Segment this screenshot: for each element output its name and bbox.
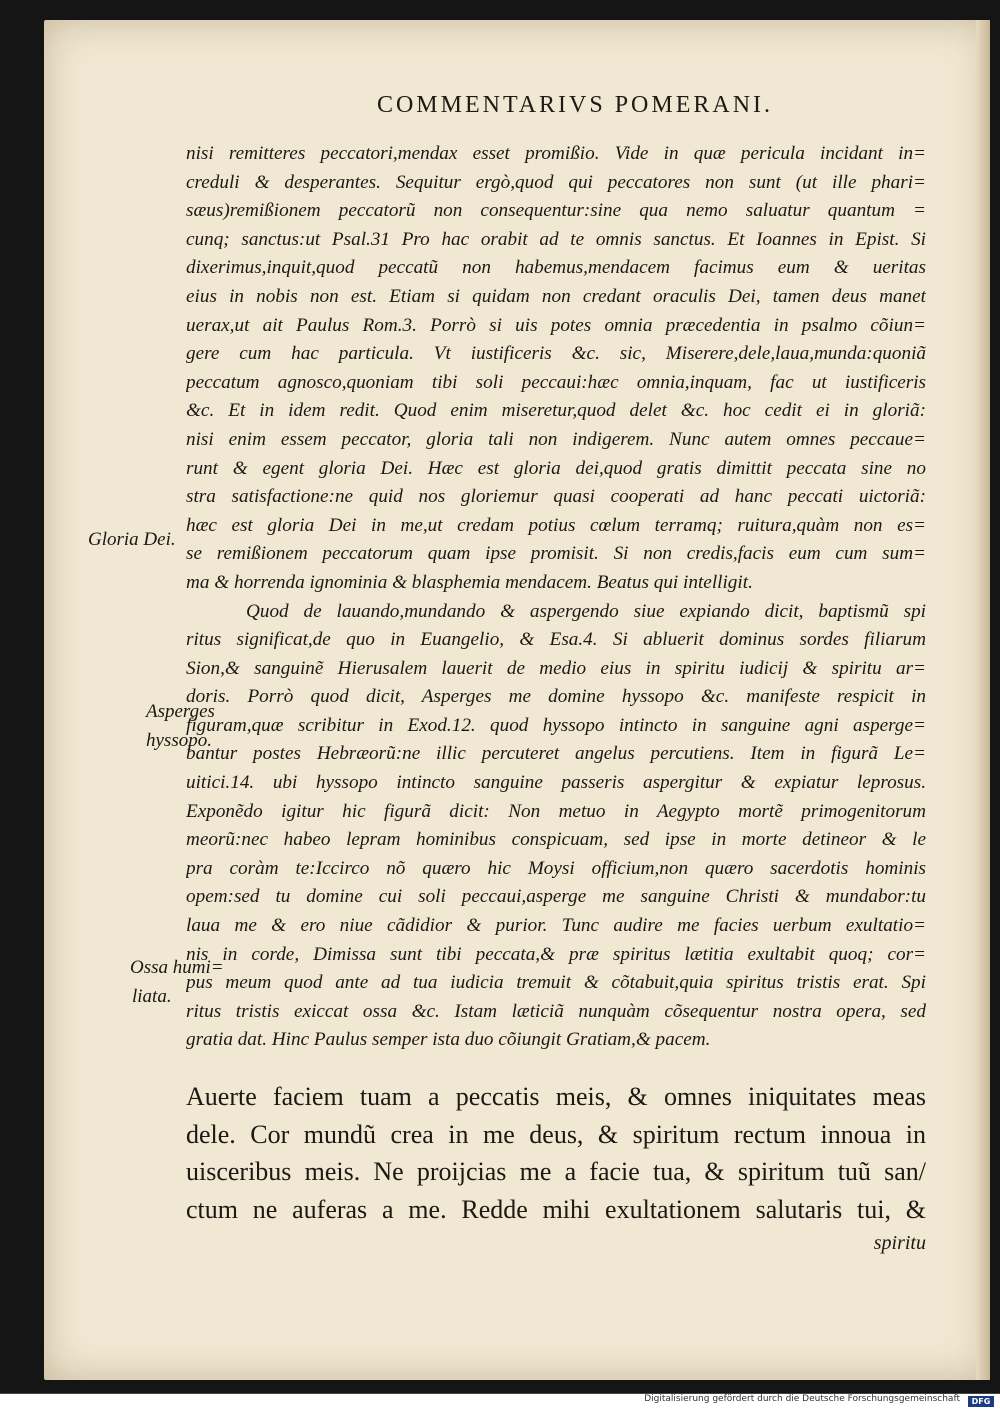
commentary-line: Exponẽdo igitur hic figurã dicit: Non metuo in Aegypto mortẽ primogenitorum [186, 800, 926, 822]
commentary-line: meorũ:nec habeo lepram hominibus conspicuam, sed ipse in morte detineor & le [186, 829, 926, 851]
commentary-line: nisi remitteres peccatori,mendax esset promißio. Vide in quæ pericula incidant in= [186, 143, 926, 164]
commentary-line: stra satisfactione:ne quid nos gloriemur quasi cooperati ad hanc peccati uictoriã: [186, 486, 926, 508]
running-head: COMMENTARIVS POMERANI. [376, 92, 774, 118]
marginal-note-humiliata: liata. [132, 986, 172, 1007]
marginal-note-gloria: Gloria Dei. [88, 529, 176, 550]
commentary-line: runt & egent gloria Dei. Hæc est gloria dei,quod gratis dimittit peccata sine no [186, 457, 926, 479]
commentary-line: Quod de lauando,mundando & aspergendo siue expiando dicit, baptismũ spi [246, 600, 926, 622]
commentary-line: gratia dat. Hinc Paulus semper ista duo cõiungit Gratiam,& pacem. [186, 1029, 711, 1051]
commentary-line: opem:sed tu domine cui soli peccaui,asperge me sanguine Christi & mundabor:tu [186, 886, 926, 908]
marginal-note-asperges: Asperges [146, 701, 215, 722]
commentary-line: bantur postes Hebræorũ:ne illic percuteret angelus percutiens. Item in figurã Le= [186, 743, 926, 765]
commentary-line: laua me & ero niue cãdidior & purior. Tunc audire me facies uerbum exultatio= [186, 915, 926, 937]
psalm-verse [186, 1078, 926, 1258]
catchword: spiritu [873, 1232, 926, 1254]
page-edge [976, 20, 990, 1380]
commentary-line: figuram,quæ scribitur in Exod.12. quod hyssopo intincto in sanguine agni asperge= [186, 714, 926, 736]
commentary-line: hæc est gloria Dei in me,ut credam potius cœlum terramq; ruitura,quàm non es= [186, 514, 926, 536]
commentary-line: ritus tristis exiccat ossa &c. Istam læticiã nunquàm cõsequentur nostra opera, sed [186, 1000, 926, 1022]
commentary-line: uerax,ut ait Paulus Rom.3. Porrò si uis potes omnia præcedentia in psalmo cõiun= [186, 314, 926, 336]
commentary-line: creduli & desperantes. Sequitur ergò,quod qui peccatores non sunt (ut ille phari= [186, 171, 926, 193]
commentary-line: dixerimus,inquit,quod peccatũ non habemus,mendacem facimus eum & ueritas [186, 257, 926, 279]
commentary-line: pus meum quod ante ad tua iudicia tremuit & cõtabuit,quia spiritus tristis erat. Spi [186, 972, 926, 994]
commentary-line: ritus significat,de quo in Euangelio, & Esa.4. Si abluerit dominus sordes filiarum [186, 629, 926, 651]
commentary-line: pra coràm te:Iccirco nõ quæro hic Moysi officium,non quæro sacerdotis hominis [186, 857, 926, 879]
commentary-text [186, 140, 926, 1055]
dfg-logo-icon: DFG [968, 1396, 994, 1407]
marginal-note-hyssopo: hyssopo. [146, 730, 212, 751]
commentary-line: nis in corde, Dimissa sunt tibi peccata,& præ spiritus lætitia exultabit quoq; cor= [186, 943, 926, 965]
commentary-line: peccatum agnosco,quoniam tibi soli peccaui:hæc omnia,inquam, fac ut iustificeris [186, 371, 926, 393]
commentary-line: eius in nobis non est. Etiam si quidam non credant oraculis Dei, tamen deus manet [186, 285, 926, 307]
commentary-line: cunq; sanctus:ut Psal.31 Pro hac orabit ad te omnis sanctus. Et Ioannes in Epist. Si [186, 228, 926, 250]
commentary-line: ma & horrenda ignominia & blasphemia mendacem. Beatus qui intelligit. [186, 571, 753, 593]
commentary-line: sæus)remißionem peccatorũ non consequentur:sine qua nemo saluatur quantum = [186, 200, 926, 222]
commentary-line: Sion,& sanguinẽ Hierusalem lauerit de medio eius in spiritu iudicij & spiritu ar= [186, 657, 926, 679]
commentary-line: gere cum hac particula. Vt iustificeris &c. sic, Miserere,dele,laua,munda:quoniã [186, 343, 926, 365]
commentary-line: nisi enim essem peccator, gloria tali non indigerem. Nunc autem omnes peccaue= [186, 428, 926, 450]
psalm-line: dele. Cor mundũ crea in me deus, & spiritum rectum innoua in [186, 1119, 926, 1149]
marginal-note-ossa: Ossa humi= [130, 957, 224, 978]
digitization-credit: Digitalisierung gefördert durch die Deutsche Forschungsgemeinschaft [644, 1394, 960, 1404]
psalm-line: Auerte faciem tuam a peccatis meis, & omnes iniquitates meas [186, 1082, 926, 1111]
commentary-line: &c. Et in idem redit. Quod enim miseretur,quod delet &c. hoc cedit ei in gloriã: [186, 400, 926, 422]
commentary-line: uitici.14. ubi hyssopo intincto sanguine passeris aspergitur & expiatur leprosus. [186, 772, 926, 794]
psalm-line: uisceribus meis. Ne proijcias me a facie tua, & spiritum tuũ san/ [186, 1157, 926, 1186]
commentary-line: se remißionem peccatorum quam ipse promisit. Si non credis,facis eum cum sum= [186, 543, 926, 565]
psalm-line: ctum ne auferas a me. Redde mihi exultationem salutaris tui, & [186, 1194, 926, 1224]
commentary-line: doris. Porrò quod dicit, Asperges me domine hyssopo &c. manifeste respicit in [186, 686, 926, 708]
